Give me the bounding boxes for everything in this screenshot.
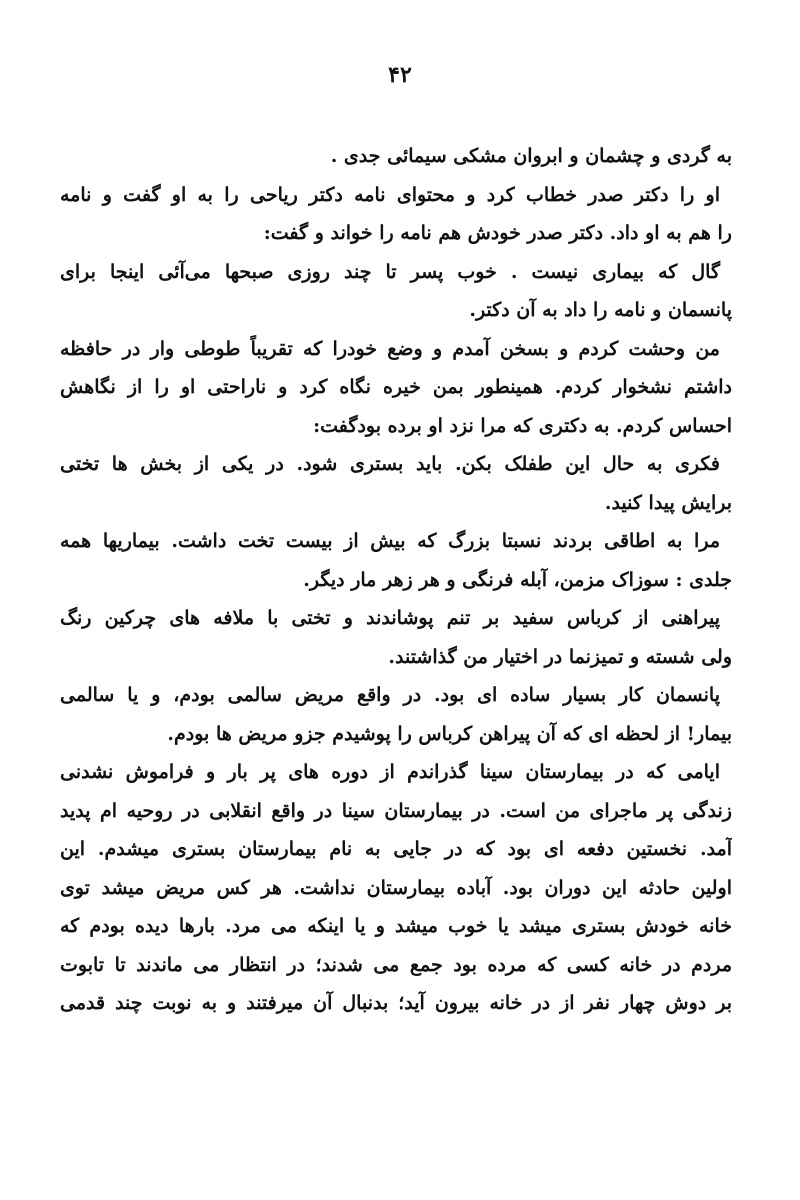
text-line: ولی شسته و تمیزنما در اختیار من گذاشتند.: [388, 645, 732, 668]
text-line: را هم به او داد. دکتر صدر خودش هم نامه را خواند و گفت:: [263, 222, 732, 244]
text-line: پانسمان و نامه را داد به آن دکتر.: [469, 299, 732, 321]
text-line: بیمار! از لحظه ای که آن پیراهن کرباس را پوشیدم جزو مریض ها بودم.: [167, 722, 732, 745]
text-line: من وحشت کردم و بسخن آمدم و وضع خودرا که تقریباً طوطی وار در حافظه: [60, 337, 720, 360]
text-line: گال که بیماری نیست . خوب پسر تا چند روزی صبحها می‌آئی اینجا برای: [60, 260, 720, 283]
body-text: [60, 137, 732, 1023]
text-line: او را دکتر صدر خطاب کرد و محتوای نامه دکتر ریاحی را به او گفت و نامه: [60, 183, 720, 206]
text-line: بر دوش چهار نفر از در خانه بیرون آید؛ بدنبال آن میرفتند و به نوبت چند قدمی: [60, 992, 732, 1014]
text-line: برایش پیدا کنید.: [604, 491, 732, 514]
text-line: فکری به حال این طفلک بکن. باید بستری شود. در یکی از بخش ها تختی: [60, 453, 720, 475]
text-line: زندگی پر ماجرای من است. در بیمارستان سینا در واقع انقلابی در روحیه ام پدید: [60, 799, 732, 822]
text-line: مرا به اطاقی بردند نسبتا بزرگ که بیش از بیست تخت داشت. بیماریها همه: [60, 530, 720, 552]
text-line: احساس کردم. به دکتری که مرا نزد او برده بودگفت:: [313, 414, 732, 437]
text-line: پیراهنی از کرباس سفید بر تنم پوشاندند و تختی با ملافه های چرکین رنگ: [60, 607, 720, 629]
text-line: مردم در خانه کسی که مرده بود جمع می شدند؛ در انتظار می ماندند تا تابوت: [60, 953, 732, 976]
text-line: داشتم نشخوار کردم. همینطور بمن خیره نگاه کرد و ناراحتی او را از نگاهش: [60, 376, 732, 398]
text-line: به گردی و چشمان و ابروان مشکی سیمائی جدی .: [330, 145, 732, 167]
text-line: ایامی که در بیمارستان سینا گذراندم از دوره های پر بار و فراموش نشدنی: [60, 761, 720, 783]
text-line: خانه خودش بستری میشد یا خوب میشد و یا اینکه می مرد. بارها دیده بودم که: [60, 915, 732, 937]
text-line: پانسمان کار بسیار ساده ای بود. در واقع مریض سالمی بودم، و یا سالمی: [60, 684, 720, 706]
text-line: جلدی : سوزاک مزمن، آبله فرنگی و هر زهر مار دیگر.: [303, 568, 732, 591]
page-number: ۴۲: [388, 62, 412, 88]
text-line: اولین حادثه این دوران بود. آباده بیمارستان نداشت. هر کس مریض میشد توی: [60, 876, 732, 899]
text-line: آمد. نخستین دفعه ای بود که در جایی به نام بیمارستان بستری میشدم. این: [60, 838, 732, 860]
